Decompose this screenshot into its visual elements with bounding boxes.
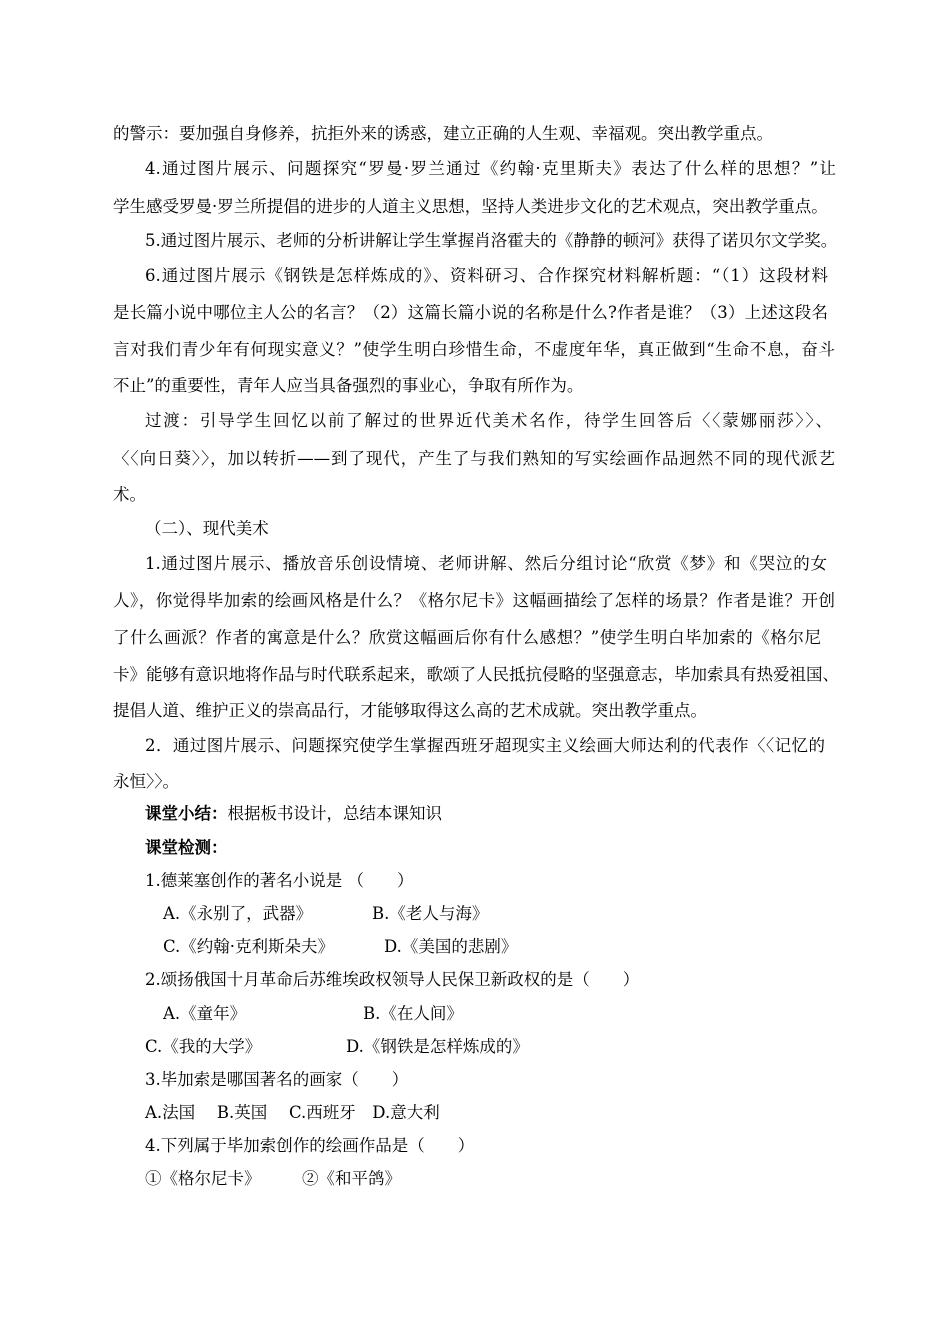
paragraph-line: 5.通过图片展示、老师的分析讲解让学生掌握肖洛霍夫的《静静的顿河》获得了诺贝尔文学奖。 [145,231,838,250]
paragraph-line: 6.通过图片展示《钢铁是怎样炼成的》、资料研习、合作探究材料解析题：“（1）这段材料 [145,266,828,285]
paragraph-line: 人》，你觉得毕加索的绘画风格是什么？《格尔尼卡》这幅画描绘了怎样的场景？作者是谁？开创 [113,591,835,610]
paragraph-line: 是长篇小说中哪位主人公的名言？（2）这篇长篇小说的名称是什么?作者是谁？（3）上述这段名 [113,303,828,322]
q1-option-b: B.《老人与海》 [372,904,489,923]
q1-option-d: D.《美国的悲剧》 [384,937,518,956]
paragraph-line: 学生感受罗曼·罗兰所提倡的进步的人道主义思想，坚持人类进步文化的艺术观点，突出教学重点。 [113,197,828,216]
paragraph-line: 言对我们青少年有何现实意义？”使学生明白珍惜生命，不虚度年华，真正做到“生命不息，奋斗 [113,340,835,359]
summary-label: 课堂小结： [145,804,228,823]
paragraph-line: 2．通过图片展示、问题探究使学生掌握西班牙超现实主义绘画大师达利的代表作〈〈记忆的 [145,736,825,755]
question-3: 3.毕加索是哪国著名的画家（ ） [145,1070,409,1089]
paragraph-line: 了什么画派？作者的寓意是什么？欣赏这幅画后你有什么感想？”使学生明白毕加索的《格尔尼 [113,628,821,647]
paragraph-line: 永恒〉〉。 [113,772,179,791]
paragraph-line: 不止”的重要性，青年人应当具备强烈的事业心，争取有所作为。 [113,376,584,395]
q2-option-d: D.《钢铁是怎样炼成的》 [346,1037,529,1056]
question-2: 2.颂扬俄国十月革命后苏维埃政权领导人民保卫新政权的是（ ） [145,970,640,989]
q1-option-c: C.《约翰·克利斯朵夫》 [163,937,335,956]
q2-option-b: B.《在人间》 [363,1004,463,1023]
q4-option-1: ①《格尔尼卡》 [145,1169,261,1188]
question-1: 1.德莱塞创作的著名小说是 （ ） [145,871,414,890]
summary-text: 根据板书设计，总结本课知识 [227,804,442,823]
paragraph-line: 4.通过图片展示、问题探究“罗曼·罗兰通过《约翰·克里斯夫》表达了什么样的思想？”让 [145,159,836,178]
q3-options: A.法国 B.英国 C.西班牙 D.意大利 [145,1103,440,1122]
paragraph-line: 〈〈向日葵〉〉，加以转折——到了现代，产生了与我们熟知的写实绘画作品迥然不同的现代派艺 [113,449,835,468]
q2-option-a: A.《童年》 [163,1004,247,1023]
q2-option-c: C.《我的大学》 [145,1037,262,1056]
test-heading: 课堂检测： [145,838,228,857]
paragraph-line: 术。 [113,485,146,504]
paragraph-line: 卡》能够有意识地将作品与时代联系起来，歌颂了人民抵抗侵略的坚强意志，毕加索具有热爱祖国、 [113,665,839,684]
q4-option-2: ②《和平鸽》 [302,1169,401,1188]
summary-line [145,803,442,825]
question-4: 4.下列属于毕加索创作的绘画作品是（ ） [145,1136,475,1155]
paragraph-line: 过渡：引导学生回忆以前了解过的世界近代美术名作，待学生回答后〈〈蒙娜丽莎〉〉、 [145,411,832,430]
q1-option-a: A.《永别了，武器》 [163,904,313,923]
paragraph-line: 提倡人道、维护正义的崇高品行，才能够取得这么高的艺术成就。突出教学重点。 [113,701,707,720]
paragraph-line: 1.通过图片展示、播放音乐创设情境、老师讲解、然后分组讨论“欣赏《梦》和《哭泣的女 [145,554,827,573]
paragraph-line: 的警示：要加强自身修养，抗拒外来的诱惑，建立正确的人生观、幸福观。突出教学重点。 [113,124,773,143]
section-heading: （二）、现代美术 [145,519,269,538]
